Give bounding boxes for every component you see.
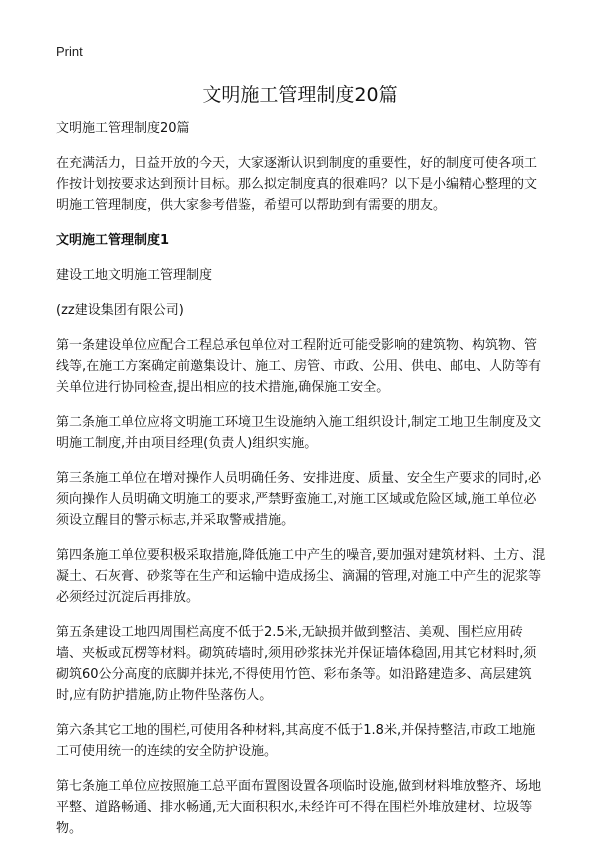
paragraph-1: 第一条建设单位应配合工程总承包单位对工程附近可能受影响的建筑物、构筑物、管线等,在施工方案确定前邀集设计、施工、房管、市政、公用、供电、邮电、人防等有关单位进行协同检查,提出相应的技术措施,确保施工安全。 bbox=[56, 338, 542, 395]
org-name: (zz建设集团有限公司) bbox=[56, 303, 184, 318]
paragraph-6: 第六条其它工地的围栏,可使用各种材料,其高度不低于1.8米,并保持整洁,市政工地施工可使用统一的连续的安全防护设施。 bbox=[56, 723, 536, 759]
paragraph-7: 第七条施工单位应按照施工总平面布置图设置各项临时设施,做到材料堆放整齐、场地平整、道路畅通、排水畅通,无大面积积水,未经许可不得在围栏外堆放建材、垃圾等物。 bbox=[56, 779, 542, 836]
section-heading: 文明施工管理制度1 bbox=[56, 233, 170, 248]
paragraph-2: 第二条施工单位应将文明施工环境卫生设施纳入施工组织设计,制定工地卫生制度及文明施工制度,并由项目经理(负责人)组织实施。 bbox=[56, 415, 542, 451]
page-title: 文明施工管理制度20篇 bbox=[202, 84, 398, 106]
paragraph-5: 第五条建设工地四周围栏高度不低于2.5米,无缺损并做到整洁、美观、围栏应用砖墙、夹板或瓦楞等材料。砌筑砖墙时,须用砂浆抹光并保证墙体稳固,用其它材料时,须砌筑60公分高度的底脚并抹光,不得使用竹笆、彩布条等。如沿路建造多、高层建筑时,应有防护措施,防止物件坠落伤人。 bbox=[56, 625, 537, 703]
paragraph-3: 第三条施工单位在增对操作人员明确任务、安排进度、质量、安全生产要求的同时,必须向操作人员明确文明施工的要求,严禁野蛮施工,对施工区域或危险区域,施工单位必须设立醒目的警示标志,并采取警戒措施。 bbox=[56, 471, 542, 528]
intro-paragraph: 在充满活力，日益开放的今天，大家逐渐认识到制度的重要性，好的制度可使各项工作按计划按要求达到预计目标。那么拟定制度真的很难吗？以下是小编精心整理的文明施工管理制度，供大家参考借鉴，希望可以帮助到有需要的朋友。 bbox=[56, 156, 538, 213]
print-link[interactable]: Print bbox=[56, 44, 83, 59]
article-subtitle: 文明施工管理制度20篇 bbox=[56, 121, 190, 136]
doc-title: 建设工地文明施工管理制度 bbox=[56, 268, 213, 283]
article-body bbox=[56, 118, 546, 853]
paragraph-4: 第四条施工单位要积极采取措施,降低施工中产生的噪音,要加强对建筑材料、土方、混凝土、石灰膏、砂浆等在生产和运输中造成扬尘、滴漏的管理,对施工中产生的泥浆等必须经过沉淀后再排放。 bbox=[56, 548, 546, 605]
